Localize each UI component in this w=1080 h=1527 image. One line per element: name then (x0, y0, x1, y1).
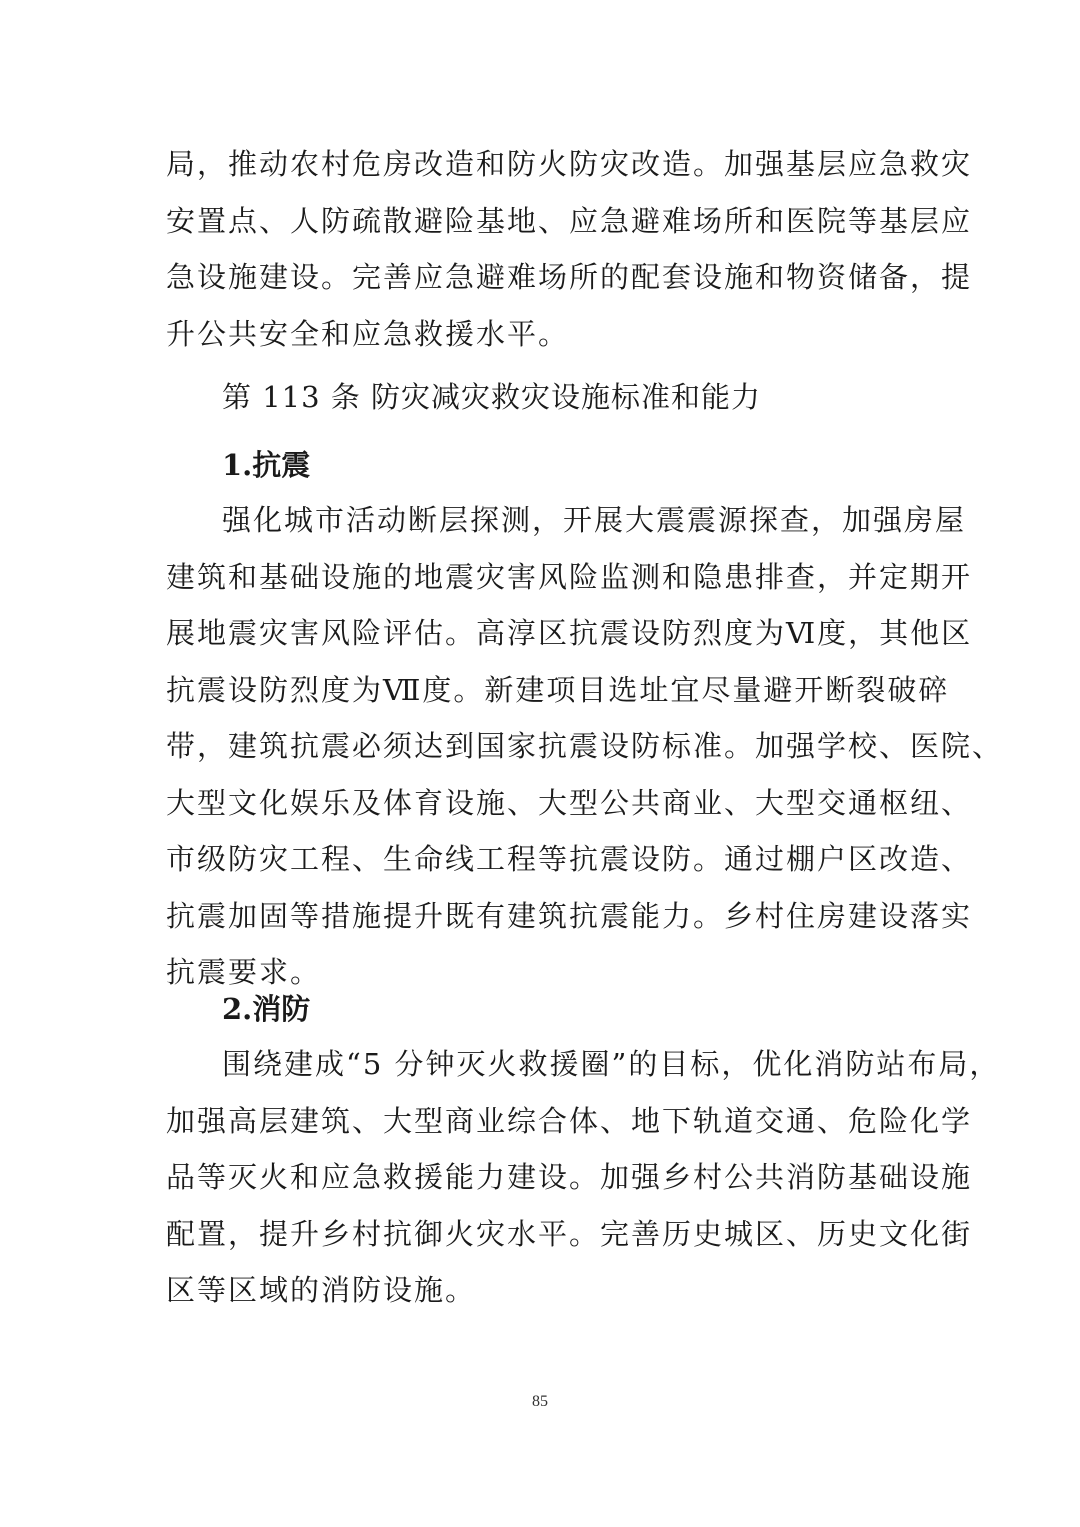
text-line: 抗震设防烈度为Ⅶ度。新建项目选址宜尽量避开断裂破碎 (166, 672, 950, 707)
intro-paragraph (166, 136, 973, 362)
text-line: 建筑和基础设施的地震灾害风险监测和隐患排查，并定期开 (166, 559, 973, 594)
text-line: 加强高层建筑、大型商业综合体、地下轨道交通、危险化学 (166, 1103, 973, 1138)
text-line: 市级防灾工程、生命线工程等抗震设防。通过棚户区改造、 (166, 842, 973, 876)
text-line: 强化城市活动断层探测，开展大震震源探查，加强房屋 (222, 503, 967, 537)
section-heading-seismic: 1.抗震 (222, 448, 311, 482)
text-line: 安置点、人防疏散避险基地、应急避难场所和医院等基层应 (166, 203, 973, 238)
section-heading-fire: 2.消防 (222, 992, 311, 1026)
text-line: 局，推动农村危房改造和防火防灾改造。加强基层应急救灾 (166, 147, 973, 181)
text-line: 大型文化娱乐及体育设施、大型公共商业、大型交通枢纽、 (166, 785, 973, 820)
text-line: 区等区域的消防设施。 (166, 1273, 477, 1307)
section-paragraph-seismic (166, 492, 1004, 1001)
text-line: 品等灭火和应急救援能力建设。加强乡村公共消防基础设施 (166, 1160, 973, 1194)
section-paragraph-fire (166, 1036, 1001, 1319)
text-line: 围绕建成“5 分钟灭火救援圈”的目标，优化消防站布局， (222, 1047, 1001, 1081)
text-line: 急设施建设。完善应急避难场所的配套设施和物资储备，提 (166, 260, 973, 294)
text-line: 带，建筑抗震必须达到国家抗震设防标准。加强学校、医院、 (166, 729, 1004, 763)
text-line: 抗震要求。 (166, 955, 322, 989)
text-line: 抗震加固等措施提升既有建筑抗震能力。乡村住房建设落实 (166, 898, 973, 933)
text-line: 升公共安全和应急救援水平。 (166, 316, 570, 351)
text-line: 展地震灾害风险评估。高淳区抗震设防烈度为Ⅵ度，其他区 (166, 616, 973, 650)
text-line: 配置，提升乡村抗御火灾水平。完善历史城区、历史文化街 (166, 1216, 973, 1251)
page-number: 85 (532, 1393, 548, 1410)
article-heading: 第 113 条 防灾减灾救灾设施标准和能力 (222, 380, 762, 414)
